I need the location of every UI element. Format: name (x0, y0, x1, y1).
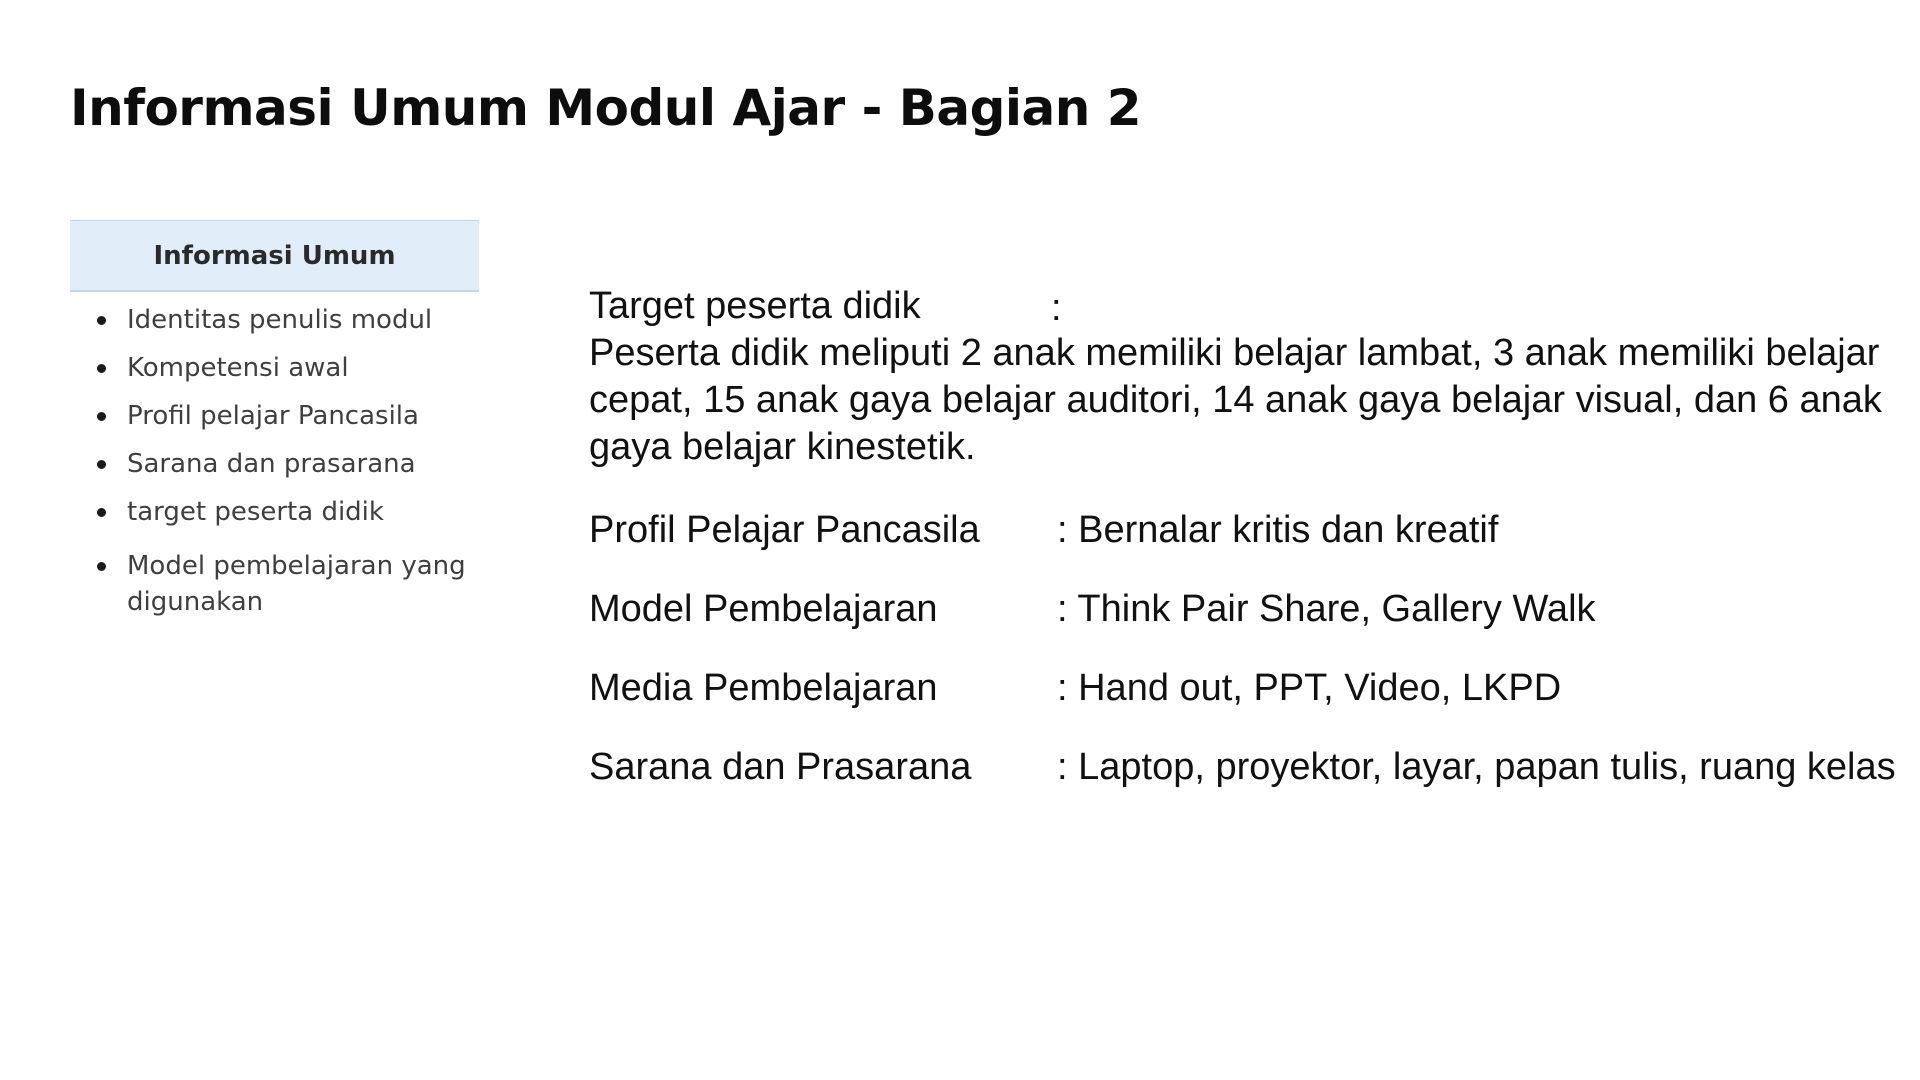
field-value: : Hand out, PPT, Video, LKPD (1057, 667, 1562, 709)
target-line (589, 282, 1909, 330)
field-label: Model Pembelajaran (589, 588, 938, 630)
field-value: : Bernalar kritis dan kreatif (1057, 509, 1499, 551)
list-item: Sarana dan prasarana (70, 452, 479, 476)
target-description: Peserta didik meliputi 2 anak memiliki belajar lambat, 3 anak memiliki belajar cepat, 15 anak gaya belajar auditori, 14 anak gaya belajar visual, dan 6 anak gaya belajar kinestetik. (589, 332, 1882, 468)
field-label: Profil Pelajar Pancasila (589, 509, 980, 551)
list-item: Model pembelajaran yang digunakan (70, 548, 479, 620)
list-item: Identitas penulis modul (70, 308, 479, 332)
content-body (589, 282, 1909, 788)
field-value: : Laptop, proyektor, layar, papan tulis, ruang kelas (1057, 746, 1896, 788)
list-item: Profil pelajar Pancasila (70, 404, 479, 428)
list-item: target peserta didik (70, 500, 479, 524)
target-colon: : (1051, 287, 1062, 329)
field-value: : Think Pair Share, Gallery Walk (1057, 588, 1596, 630)
info-list (70, 292, 479, 620)
target-label: Target peserta didik (589, 285, 921, 327)
field-label: Sarana dan Prasarana (589, 746, 972, 788)
info-panel-header: Informasi Umum (70, 220, 479, 292)
list-item: Kompetensi awal (70, 356, 479, 380)
info-panel (70, 220, 479, 644)
field-label: Media Pembelajaran (589, 667, 938, 709)
slide-title: Informasi Umum Modul Ajar - Bagian 2 (70, 79, 1142, 137)
